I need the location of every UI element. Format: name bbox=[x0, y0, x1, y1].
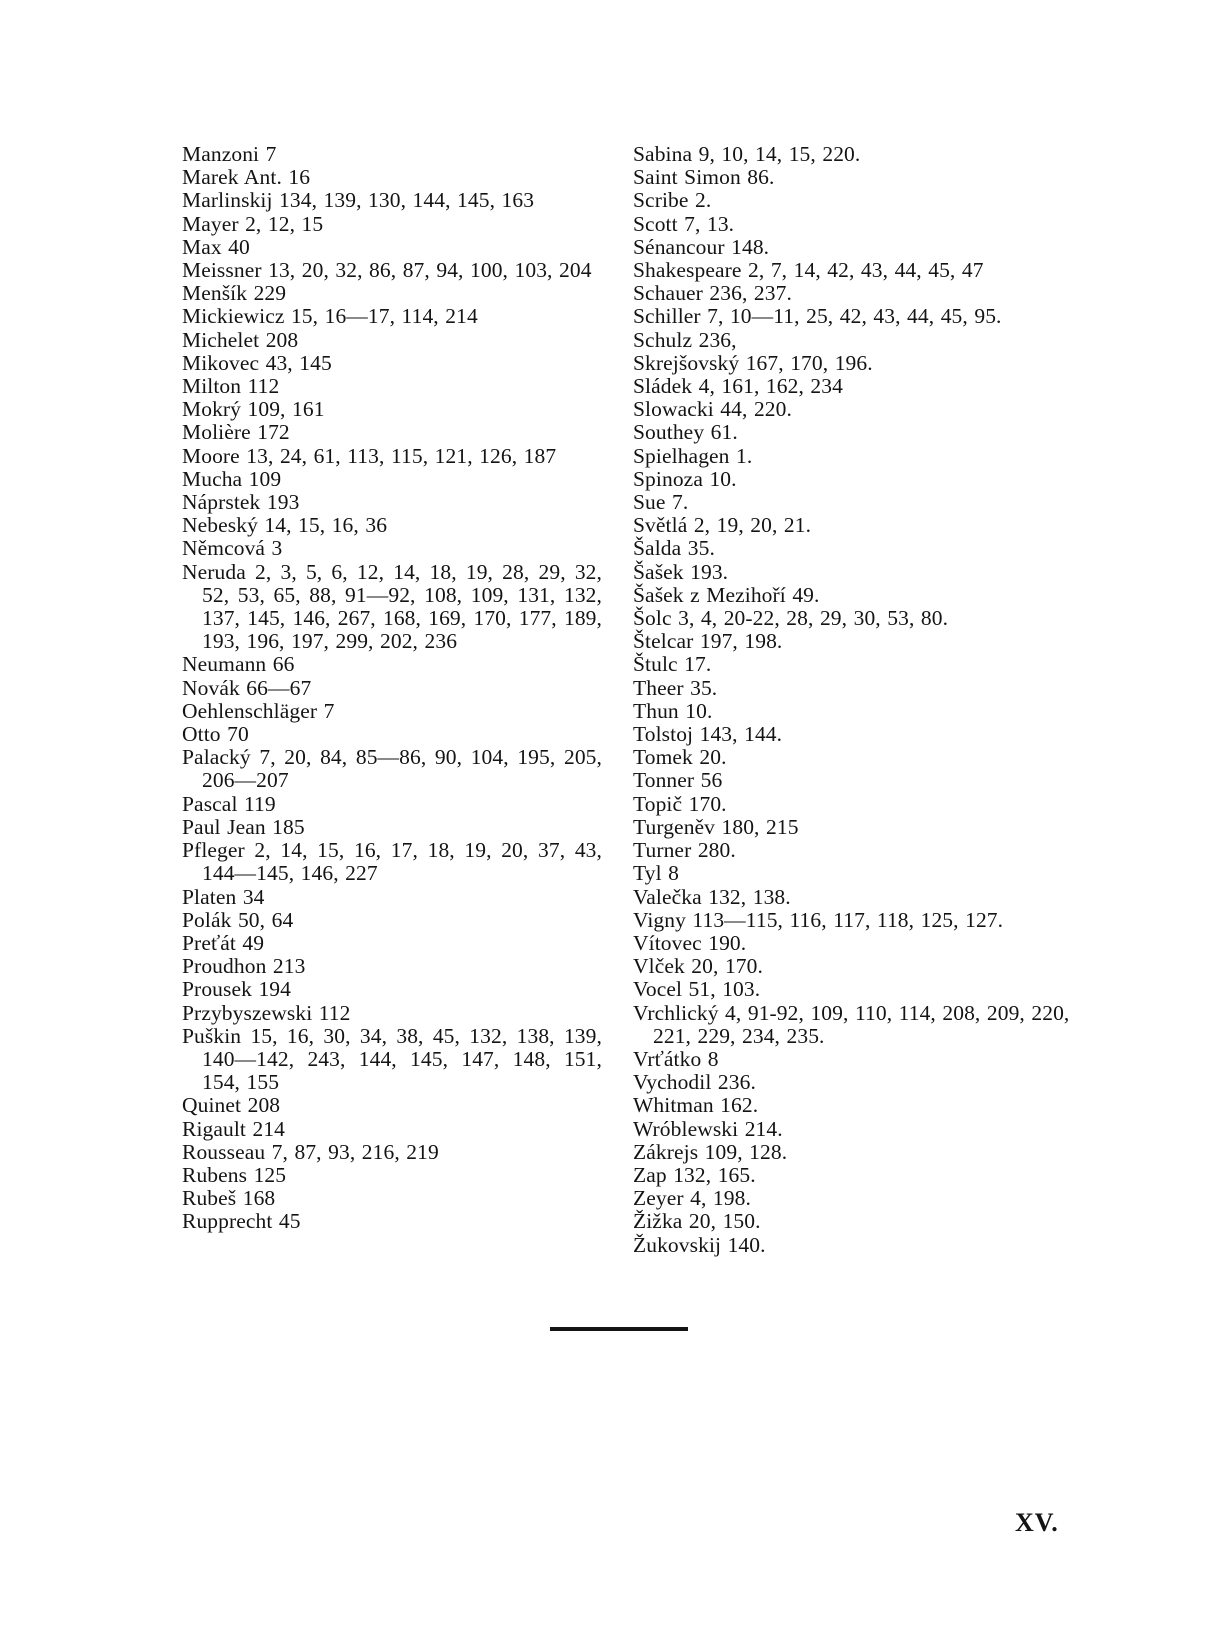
index-entry: Náprstek 193 bbox=[182, 490, 300, 515]
index-entry: Novák 66—67 bbox=[182, 675, 312, 700]
index-entry: Turner 280. bbox=[633, 838, 736, 863]
index-entry: Meissner 13, 20, 32, 86, 87, 94, 100, 103, 204 bbox=[182, 258, 592, 283]
index-entry: Rigault 214 bbox=[182, 1116, 286, 1141]
index-entry: Rousseau 7, 87, 93, 216, 219 bbox=[182, 1139, 439, 1164]
index-entry: Valečka 132, 138. bbox=[633, 884, 791, 909]
index-entry: Žukovskij 140. bbox=[633, 1232, 766, 1257]
index-entry: Mokrý 109, 161 bbox=[182, 397, 325, 422]
index-entry: Němcová 3 bbox=[182, 536, 283, 561]
index-entry: Rubeš 168 bbox=[182, 1186, 276, 1211]
index-entry: Scribe 2. bbox=[633, 188, 712, 213]
index-entry: Mickiewicz 15, 16—17, 114, 214 bbox=[182, 304, 478, 329]
page-number: XV. bbox=[1015, 1508, 1059, 1537]
index-entry: Rupprecht 45 bbox=[182, 1209, 301, 1234]
index-entry: Moore 13, 24, 61, 113, 115, 121, 126, 187 bbox=[182, 443, 557, 468]
index-entry: Štelcar 197, 198. bbox=[633, 629, 783, 654]
index-entry: Tomek 20. bbox=[633, 745, 727, 770]
index-entry: Spielhagen 1. bbox=[633, 443, 753, 468]
index-entry: Preťát 49 bbox=[182, 930, 265, 955]
index-entry: Šalda 35. bbox=[633, 536, 715, 561]
index-entry: Pfleger 2, 14, 15, 16, 17, 18, 19, 20, 37, 43, 144—145, 146, 227 bbox=[182, 838, 602, 886]
index-entry: Mikovec 43, 145 bbox=[182, 350, 332, 375]
index-entry: Rubens 125 bbox=[182, 1162, 287, 1187]
index-entry: Spinoza 10. bbox=[633, 466, 737, 491]
index-entry: Skrejšovský 167, 170, 196. bbox=[633, 350, 873, 375]
index-entry: Tonner 56 bbox=[633, 768, 723, 793]
index-entry: Mayer 2, 12, 15 bbox=[182, 211, 324, 236]
index-entry: Sabina 9, 10, 14, 15, 220. bbox=[633, 142, 861, 166]
index-entry: Tolstoj 143, 144. bbox=[633, 722, 783, 747]
index-column-left bbox=[182, 143, 602, 1234]
index-entry: Paul Jean 185 bbox=[182, 814, 305, 839]
index-entry: Slowacki 44, 220. bbox=[633, 397, 792, 422]
index-entry: Štulc 17. bbox=[633, 652, 712, 677]
index-entry: Vocel 51, 103. bbox=[633, 977, 761, 1002]
index-entry: Zap 132, 165. bbox=[633, 1162, 756, 1187]
section-rule bbox=[550, 1327, 688, 1331]
index-entry: Šašek z Mezihoří 49. bbox=[633, 582, 820, 607]
index-entry: Sládek 4, 161, 162, 234 bbox=[633, 374, 843, 399]
index-entry: Šašek 193. bbox=[633, 559, 729, 584]
index-entry: Pascal 119 bbox=[182, 791, 276, 816]
index-entry: Michelet 208 bbox=[182, 327, 299, 352]
index-entry: Marek Ant. 16 bbox=[182, 165, 311, 190]
index-entry: Vigny 113—115, 116, 117, 118, 125, 127. bbox=[633, 907, 1004, 932]
index-entry: Whitman 162. bbox=[633, 1093, 759, 1118]
index-entry: Theer 35. bbox=[633, 675, 718, 700]
index-entry: Nebeský 14, 15, 16, 36 bbox=[182, 513, 388, 538]
index-entry: Vrťátko 8 bbox=[633, 1046, 719, 1071]
index-entry: Wróblewski 214. bbox=[633, 1116, 783, 1141]
index-column-right bbox=[633, 143, 1073, 1257]
index-entry: Turgeněv 180, 215 bbox=[633, 814, 799, 839]
index-entry: Menšík 229 bbox=[182, 281, 287, 306]
index-entry: Polák 50, 64 bbox=[182, 907, 294, 932]
index-entry: Vychodil 236. bbox=[633, 1070, 756, 1095]
index-entry: Platen 34 bbox=[182, 884, 265, 909]
index-entry: Puškin 15, 16, 30, 34, 38, 45, 132, 138, 139, 140—142, 243, 144, 145, 147, 148, 151, 154, 155 bbox=[182, 1023, 602, 1095]
index-entry: Milton 112 bbox=[182, 374, 280, 399]
index-entry: Max 40 bbox=[182, 234, 250, 259]
index-entry: Schiller 7, 10—11, 25, 42, 43, 44, 45, 95. bbox=[633, 304, 1002, 329]
index-entry: Vlček 20, 170. bbox=[633, 954, 763, 979]
index-entry: Thun 10. bbox=[633, 698, 713, 723]
index-entry: Saint Simon 86. bbox=[633, 165, 775, 190]
index-entry: Sue 7. bbox=[633, 490, 689, 515]
index-entry: Palacký 7, 20, 84, 85—86, 90, 104, 195, 205, 206—207 bbox=[182, 745, 602, 793]
index-entry: Topič 170. bbox=[633, 791, 727, 816]
index-entry: Quinet 208 bbox=[182, 1093, 281, 1118]
index-entry: Sénancour 148. bbox=[633, 234, 770, 259]
index-entry: Prousek 194 bbox=[182, 977, 292, 1002]
index-entry: Manzoni 7 bbox=[182, 142, 277, 166]
index-entry: Southey 61. bbox=[633, 420, 738, 445]
index-entry: Zeyer 4, 198. bbox=[633, 1186, 751, 1211]
index-entry: Vrchlický 4, 91-92, 109, 110, 114, 208, 209, 220, 221, 229, 234, 235. bbox=[633, 1000, 1070, 1048]
index-entry: Proudhon 213 bbox=[182, 954, 306, 979]
index-entry: Neumann 66 bbox=[182, 652, 295, 677]
index-entry: Vítovec 190. bbox=[633, 930, 747, 955]
index-entry: Molière 172 bbox=[182, 420, 290, 445]
index-entry: Mucha 109 bbox=[182, 466, 282, 491]
index-entry: Žižka 20, 150. bbox=[633, 1209, 761, 1234]
index-entry: Oehlenschläger 7 bbox=[182, 698, 335, 723]
index-entry: Shakespeare 2, 7, 14, 42, 43, 44, 45, 47 bbox=[633, 258, 984, 283]
index-entry: Przybyszewski 112 bbox=[182, 1000, 351, 1025]
index-entry: Světlá 2, 19, 20, 21. bbox=[633, 513, 812, 538]
index-entry: Neruda 2, 3, 5, 6, 12, 14, 18, 19, 28, 29, 32, 52, 53, 65, 88, 91—92, 108, 109, 131, 132, 137, 145, 146, 267, 168, 169, 170, 177, 189, 193, 196, 197, 299, 202, 236 bbox=[182, 559, 602, 654]
index-entry: Tyl 8 bbox=[633, 861, 679, 886]
index-entry: Šolc 3, 4, 20-22, 28, 29, 30, 53, 80. bbox=[633, 606, 949, 631]
index-entry: Marlinskij 134, 139, 130, 144, 145, 163 bbox=[182, 188, 535, 213]
index-entry: Scott 7, 13. bbox=[633, 211, 735, 236]
index-entry: Zákrejs 109, 128. bbox=[633, 1139, 788, 1164]
index-entry: Otto 70 bbox=[182, 722, 249, 747]
index-entry: Schulz 236, bbox=[633, 327, 737, 352]
index-entry: Schauer 236, 237. bbox=[633, 281, 792, 306]
